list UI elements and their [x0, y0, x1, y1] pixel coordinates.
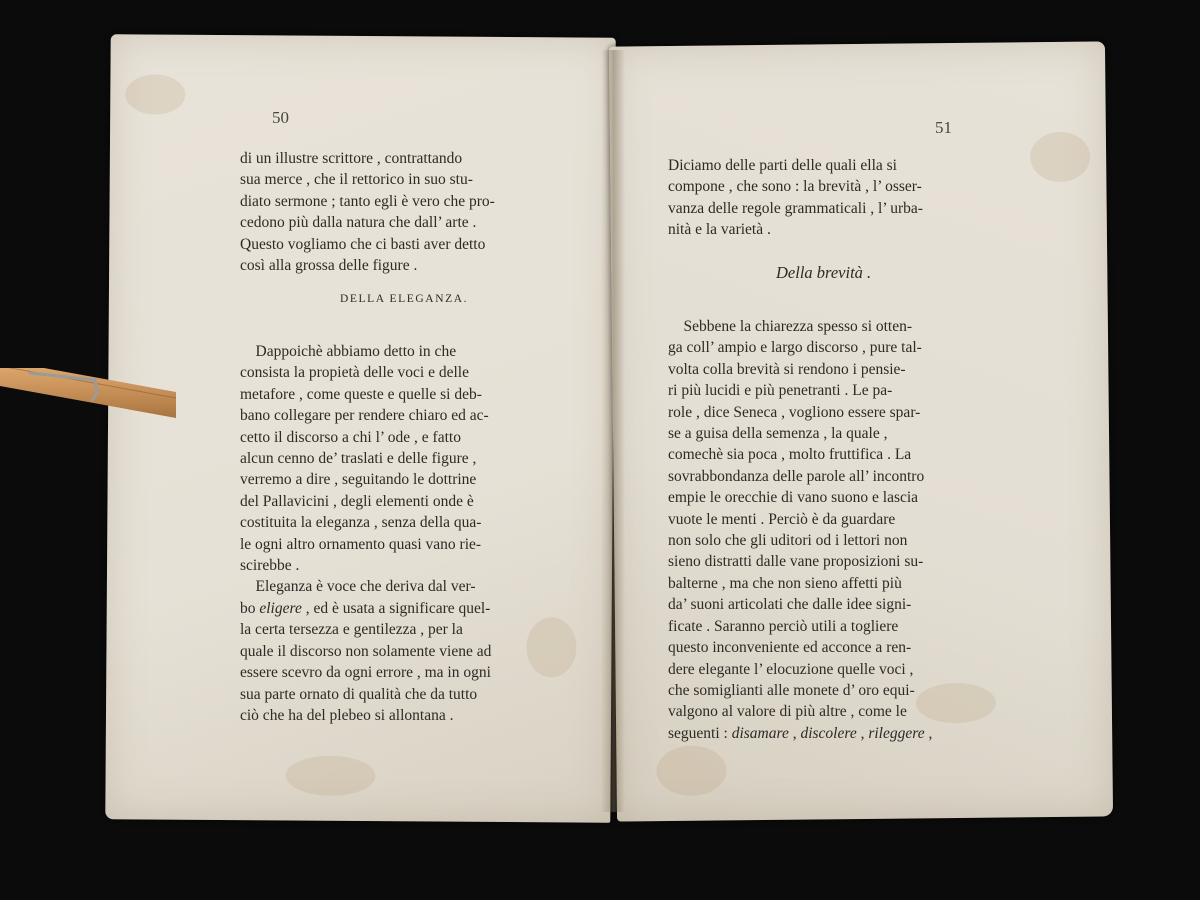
text-line: del Pallavicini , degli elementi onde è [240, 492, 474, 510]
left-paragraph-text [240, 341, 570, 726]
text-line: bo eligere , ed è usata a significare quel- [240, 599, 491, 617]
text-line: essere scevro da ogni errore , ma in ogni [240, 664, 491, 682]
left-page-number: 50 [272, 108, 289, 127]
text-line: consista la propietà delle voci e delle [240, 364, 469, 382]
text-line: verremo a dire , seguitando le dottrine [240, 471, 477, 489]
text-line: da’ suoni articolati che dalle idee signi- [668, 596, 912, 614]
text-line: comechè sia poca , molto fruttifica . La [668, 446, 912, 464]
text-line: sua parte ornato di qualità che da tutto [240, 685, 478, 703]
text-line: la certa tersezza e gentilezza , per la [240, 621, 463, 639]
book-spine [601, 50, 625, 812]
right-page-number: 51 [935, 118, 952, 137]
text-line: se a guisa della semenza , la quale , [668, 425, 888, 443]
text-line: volta colla brevità si rendono i pensie- [668, 360, 906, 378]
text-line: sovrabbondanza delle parole all’ incontro [668, 467, 925, 485]
text-line: alcun cenno de’ traslati e delle figure , [240, 450, 477, 468]
text-line: vanza delle regole grammaticali , l’ urba- [668, 199, 923, 217]
text-line: ficate . Saranno perciò utili a togliere [668, 617, 899, 635]
text-line: Questo vogliamo che ci basti aver detto [240, 235, 486, 253]
text-line: cetto il discorso a chi l’ ode , e fatto [240, 428, 461, 446]
text-line: cedono più dalla natura che dall’ arte . [240, 214, 477, 232]
text-line: ri più lucidi e più penetranti . Le pa- [668, 382, 893, 400]
section-heading-brevita: Della brevità . [776, 263, 872, 282]
text-line: Dappoichè abbiamo detto in che [240, 343, 457, 360]
foxing-stain [1030, 132, 1091, 183]
text-line: non solo che gli uditori od i lettori non [668, 532, 908, 550]
text-line: ga coll’ ampio e largo discorso , pure tal- [668, 339, 922, 357]
text-line: valgono al valore di più altre , come le [668, 703, 907, 721]
text-line: così alla grossa delle figure . [240, 257, 418, 275]
text-line: bano collegare per rendere chiaro ed ac- [240, 407, 489, 425]
text-line: vuote le menti . Perciò è da guardare [668, 510, 896, 528]
text-line: Eleganza è voce che deriva dal ver- [240, 578, 476, 596]
text-line: metafore , come queste e quelle si deb- [240, 385, 482, 403]
text-line: empie le orecchie di vano suono e lascia [668, 489, 919, 507]
text-line: quale il discorso non solamente viene ad [240, 642, 492, 660]
section-heading-eleganza: DELLA ELEGANZA. [340, 293, 469, 305]
text-line: diato sermone ; tanto egli è vero che pro- [240, 192, 495, 210]
text-line: di un illustre scrittore , contrattando [240, 150, 463, 167]
left-top-text [240, 148, 570, 276]
text-line: sua merce , che il rettorico in suo stu- [240, 171, 473, 189]
text-line: costituita la eleganza , senza della qua- [240, 514, 482, 532]
text-line: balterne , ma che non sieno affetti più [668, 574, 902, 592]
text-line: le ogni altro ornamento quasi vano rie- [240, 535, 482, 553]
text-line: compone , che sono : la brevità , l’ osser- [668, 178, 922, 196]
text-line: Diciamo delle parti delle quali ella si [668, 157, 897, 174]
text-line: ciò che ha del plebeo si allontana . [240, 706, 454, 724]
text-line: questo inconveniente ed acconce a ren- [668, 639, 912, 657]
text-line: nità e la varietà . [668, 221, 771, 239]
text-line: role , dice Seneca , vogliono essere spar- [668, 403, 921, 421]
wooden-clothespin-icon [0, 368, 178, 418]
right-paragraph-text [668, 316, 993, 744]
right-top-text [668, 155, 993, 241]
text-line: che somiglianti alle monete d’ oro equi- [668, 681, 915, 699]
foxing-stain [656, 745, 727, 796]
foxing-stain [285, 755, 375, 796]
text-line: dere elegante l’ elocuzione quelle voci , [668, 660, 914, 678]
text-line: seguenti : disamare , discolere , rileggere , [668, 724, 933, 742]
foxing-stain [125, 74, 185, 114]
text-line: scirebbe . [240, 557, 300, 575]
text-line: Sebbene la chiarezza spesso si otten- [668, 318, 913, 335]
text-line: sieno distratti dalle vane proposizioni su- [668, 553, 924, 571]
